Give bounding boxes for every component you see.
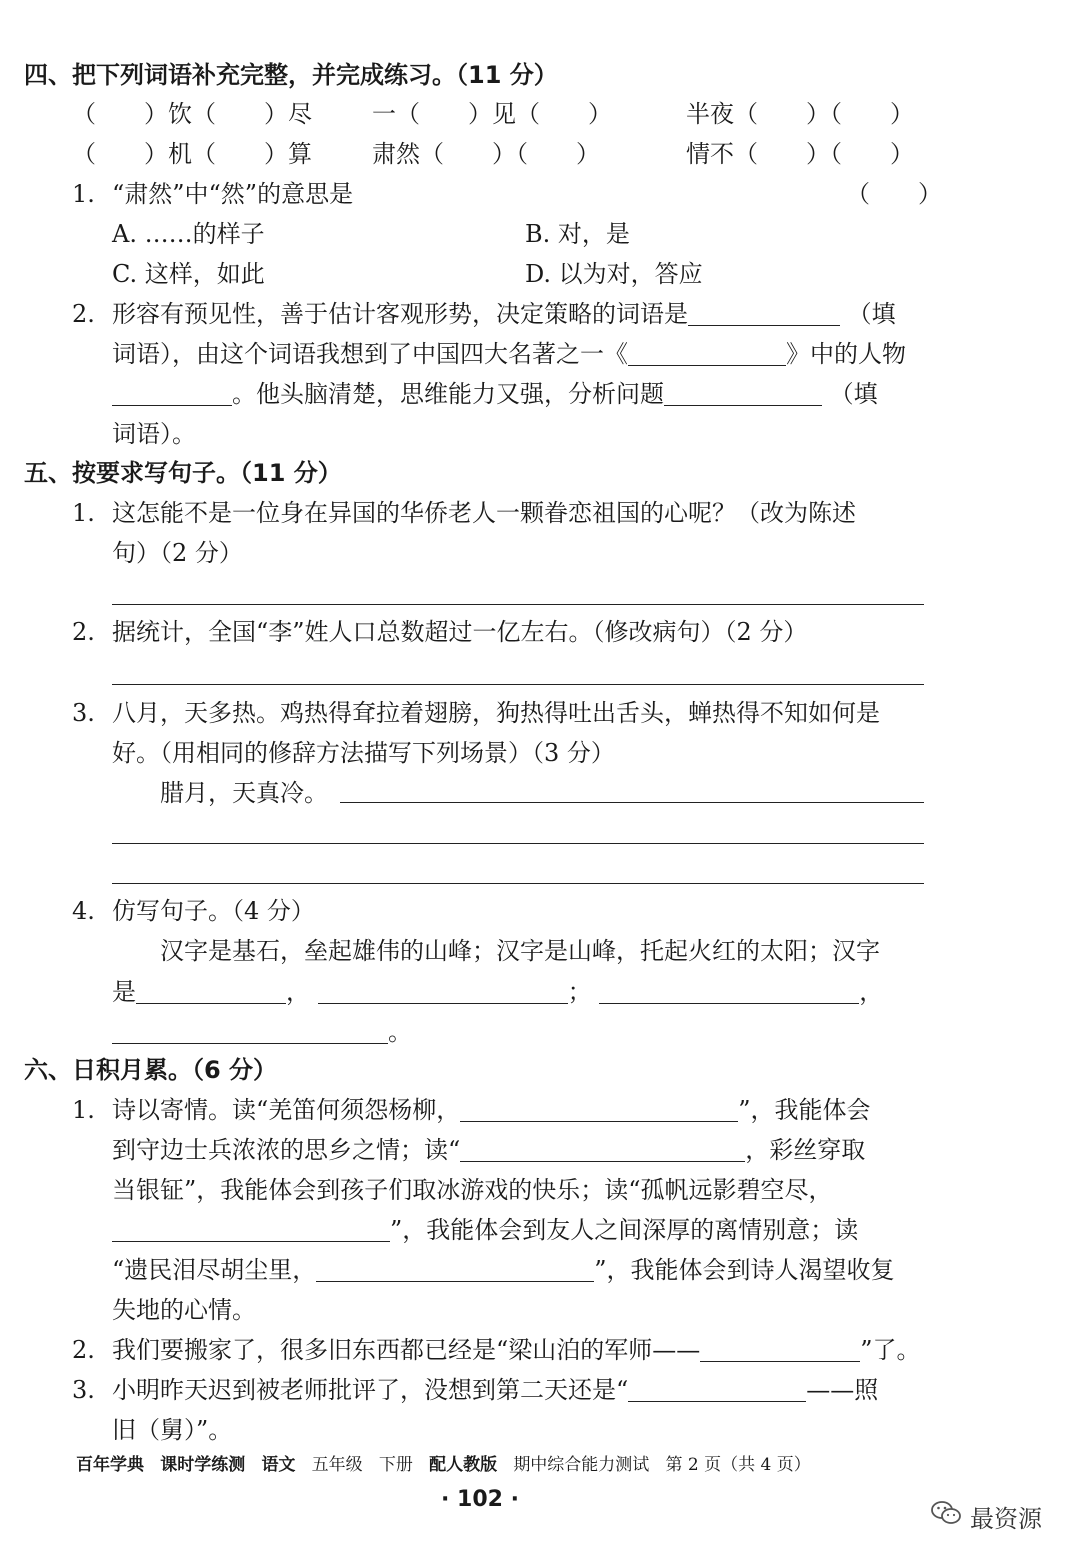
question-line: 仿写句子。（4 分） <box>112 897 315 925</box>
footer-volume: 下册 <box>378 1455 413 1475</box>
page-number: · 102 · <box>441 1487 519 1512</box>
answer-blank[interactable] <box>112 1217 390 1242</box>
answer-line[interactable] <box>112 843 924 844</box>
answer-blank[interactable] <box>628 1377 806 1402</box>
question-number: 1. <box>72 180 95 208</box>
question-line: 汉字是基石，垒起雄伟的山峰；汉字是山峰，托起火红的太阳；汉字 <box>160 937 880 965</box>
answer-line[interactable] <box>112 604 924 605</box>
answer-blank[interactable] <box>460 1097 738 1122</box>
question-line: “遗民泪尽胡尘里， ”，我能体会到诗人渴望收复 <box>112 1256 895 1284</box>
question-number: 1. <box>72 1096 95 1124</box>
word-blank-6: 情不（ ）（ ） <box>686 140 914 168</box>
answer-blank[interactable] <box>136 979 286 1004</box>
question-line: 失地的心情。 <box>112 1296 256 1324</box>
question-line: 据统计，全国“李”姓人口总数超过一亿左右。（修改病句）（2 分） <box>112 618 808 646</box>
answer-blank[interactable] <box>688 301 840 326</box>
footer-edition: 配人教版 <box>429 1455 498 1475</box>
question-line: 形容有预见性，善于估计客观形势，决定策略的词语是 （填 <box>112 300 896 328</box>
question-line: 好。（用相同的修辞方法描写下列场景）（3 分） <box>112 739 615 767</box>
answer-blank[interactable] <box>700 1337 860 1362</box>
watermark-text: 最资源 <box>970 1504 1042 1533</box>
question-line: 八月，天多热。鸡热得耷拉着翅膀，狗热得吐出舌头，蝉热得不知如何是 <box>112 699 880 727</box>
question-line: 小明昨天迟到被老师批评了，没想到第二天还是“ ——照 <box>112 1376 879 1404</box>
word-blank-5: 肃然（ ）（ ） <box>372 140 600 168</box>
question-line: 腊月，天真冷。 <box>160 779 328 807</box>
option-c: C. 这样，如此 <box>112 260 265 288</box>
question-number: 2. <box>72 300 95 328</box>
question-number: 2. <box>72 618 95 646</box>
question-line: 诗以寄情。读“羌笛何须怨杨柳， ”，我能体会 <box>112 1096 871 1124</box>
question-line: 是 ， ； ， <box>112 978 884 1006</box>
section-6-heading: 六、日积月累。（6 分） <box>24 1056 278 1084</box>
option-a: A. ……的样子 <box>112 220 265 248</box>
question-line: 词语），由这个词语我想到了中国四大名著之一《 》中的人物 <box>112 340 906 368</box>
option-b: B. 对，是 <box>525 220 630 248</box>
question-line: 到守边士兵浓浓的思乡之情；读“ ，彩丝穿取 <box>112 1136 866 1164</box>
answer-blank[interactable] <box>664 381 822 406</box>
answer-blank[interactable] <box>628 341 786 366</box>
question-text: “肃然”中“然”的意思是 <box>112 180 354 208</box>
footer-page-info: 第 2 页（共 4 页） <box>665 1455 811 1475</box>
question-line: 。 <box>112 1015 412 1049</box>
footer-series: 课时学练测 <box>160 1455 246 1475</box>
page-footer <box>76 1453 811 1477</box>
word-blank-4: （ ）机（ ）算 <box>72 140 312 168</box>
answer-blank[interactable] <box>112 1019 388 1044</box>
question-line: 旧（舅）”。 <box>112 1416 233 1444</box>
answer-blank[interactable] <box>599 979 859 1004</box>
question-number: 2. <box>72 1336 95 1364</box>
watermark <box>930 1496 1042 1536</box>
word-blank-1: （ ）饮（ ）尽 <box>72 100 312 128</box>
answer-line[interactable] <box>112 684 924 685</box>
question-line: 这怎能不是一位身在异国的华侨老人一颗眷恋祖国的心呢？（改为陈述 <box>112 499 856 527</box>
answer-blank[interactable] <box>112 381 232 406</box>
question-number: 3. <box>72 1376 95 1404</box>
footer-subject: 语文 <box>261 1455 296 1475</box>
section-5-heading: 五、按要求写句子。（11 分） <box>24 459 342 487</box>
wechat-icon <box>930 1499 962 1533</box>
answer-blank[interactable] <box>316 1257 594 1282</box>
question-line: 当银钲”，我能体会到孩子们取冰游戏的快乐；读“孤帆远影碧空尽， <box>112 1176 833 1204</box>
footer-test-name: 期中综合能力测试 <box>513 1455 650 1475</box>
option-d: D. 以为对，答应 <box>525 260 703 288</box>
question-number: 1. <box>72 499 95 527</box>
answer-line[interactable] <box>112 883 924 884</box>
answer-line[interactable] <box>340 802 924 803</box>
section-4-heading: 四、把下列词语补充完整，并完成练习。（11 分） <box>24 61 558 89</box>
footer-grade: 五年级 <box>311 1455 363 1475</box>
question-line: ”，我能体会到友人之间深厚的离情别意；读 <box>112 1213 858 1247</box>
word-blank-2: 一（ ）见（ ） <box>372 100 612 128</box>
question-line: 句）（2 分） <box>112 539 243 567</box>
question-number: 4. <box>72 897 95 925</box>
question-line: 词语）。 <box>112 420 196 448</box>
question-line: 。他头脑清楚，思维能力又强，分析问题 （填 <box>112 377 878 411</box>
answer-parentheses: （ ） <box>846 180 942 208</box>
question-number: 3. <box>72 699 95 727</box>
answer-blank[interactable] <box>460 1137 745 1162</box>
word-blank-3: 半夜（ ）（ ） <box>686 100 914 128</box>
answer-blank[interactable] <box>318 979 568 1004</box>
footer-brand: 百年学典 <box>76 1455 144 1475</box>
question-line: 我们要搬家了，很多旧东西都已经是“梁山泊的军师—— ”了。 <box>112 1336 921 1364</box>
